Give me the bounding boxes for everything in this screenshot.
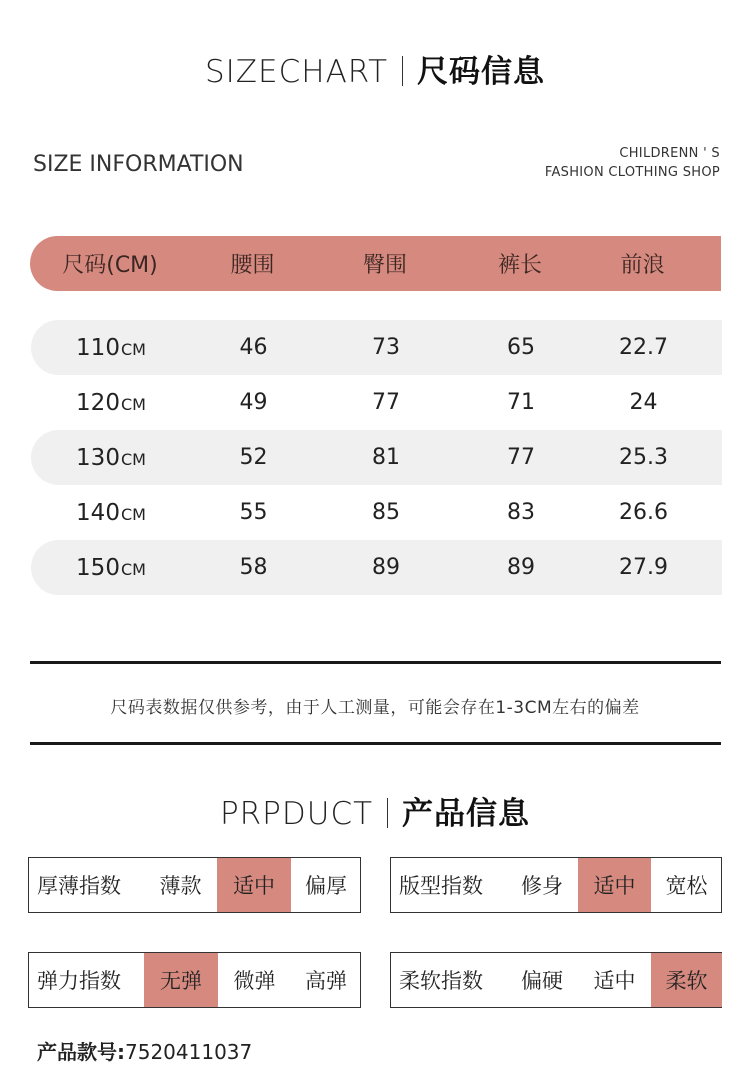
size-cell: 110 CM — [76, 334, 146, 361]
hip-cell: 77 — [372, 390, 400, 415]
size-cell: 150 CM — [76, 554, 146, 581]
product-title-zh: 产品信息 — [402, 796, 531, 832]
product-code-label: 产品款号: — [37, 1040, 125, 1064]
size-cell: 120 CM — [76, 389, 146, 416]
length-cell: 77 — [507, 445, 535, 470]
header-cell-front-rise: 前浪 — [620, 253, 665, 278]
product-title-en: PRPDUCT — [219, 796, 374, 832]
softness-index — [390, 952, 722, 1008]
index-option: 宽松 — [665, 874, 708, 898]
header-cell-size: 尺码(CM) — [62, 253, 158, 278]
header-cell-hip: 臀围 — [362, 253, 407, 278]
shop-tagline-line1: CHILDRENN ' S — [619, 146, 720, 161]
table-row — [31, 430, 722, 485]
header-cell-waist: 腰围 — [230, 253, 275, 278]
title-separator — [387, 798, 388, 828]
table-row — [31, 320, 722, 375]
waist-cell: 52 — [239, 445, 268, 470]
index-option-selected: 柔软 — [651, 953, 722, 1007]
index-option-selected: 无弹 — [144, 953, 218, 1007]
index-label: 弹力指数 — [37, 969, 121, 993]
product-code-value: 7520411037 — [125, 1040, 253, 1064]
size-cell: 130 CM — [76, 444, 146, 471]
hip-cell: 85 — [372, 500, 400, 525]
waist-cell: 46 — [239, 335, 268, 360]
measurement-note: 尺码表数据仅供参考，由于人工测量，可能会存在1-3CM左右的偏差 — [110, 698, 640, 718]
header-cell-length: 裤长 — [497, 253, 542, 278]
table-row — [31, 375, 722, 430]
table-row — [31, 540, 722, 595]
index-option-selected: 适中 — [217, 858, 291, 912]
shop-tagline — [545, 144, 720, 182]
front-rise-cell: 25.3 — [619, 445, 668, 470]
hip-cell: 89 — [372, 555, 400, 580]
index-label: 版型指数 — [399, 874, 483, 898]
thickness-index — [28, 857, 361, 913]
waist-cell: 58 — [239, 555, 268, 580]
index-option-selected: 适中 — [578, 858, 651, 912]
product-code — [37, 1036, 252, 1065]
front-rise-cell: 26.6 — [619, 500, 668, 525]
divider-top — [30, 661, 721, 664]
length-cell: 83 — [507, 500, 535, 525]
length-cell: 71 — [507, 390, 535, 415]
product-title — [0, 788, 750, 833]
length-cell: 89 — [507, 555, 535, 580]
table-row — [31, 485, 722, 540]
index-label: 柔软指数 — [399, 969, 483, 993]
hip-cell: 73 — [372, 335, 400, 360]
elasticity-index — [28, 952, 361, 1008]
waist-cell: 49 — [239, 390, 268, 415]
index-option: 薄款 — [159, 874, 202, 898]
sizechart-title-zh: 尺码信息 — [417, 54, 546, 90]
index-option: 修身 — [521, 874, 563, 898]
index-option: 适中 — [593, 969, 636, 993]
index-option: 微弹 — [233, 969, 276, 993]
divider-bottom — [30, 742, 721, 745]
sizechart-title-en: SIZECHART — [204, 54, 389, 90]
length-cell: 65 — [507, 335, 535, 360]
front-rise-cell: 22.7 — [619, 335, 668, 360]
size-table-header — [30, 236, 721, 291]
shop-tagline-line2: FASHION CLOTHING SHOP — [544, 165, 720, 180]
index-option: 偏硬 — [521, 969, 563, 993]
index-option: 高弹 — [305, 969, 347, 993]
waist-cell: 55 — [239, 500, 268, 525]
title-separator — [402, 56, 403, 86]
index-label: 厚薄指数 — [37, 874, 121, 898]
sizechart-title — [0, 46, 750, 91]
front-rise-cell: 27.9 — [619, 555, 668, 580]
front-rise-cell: 24 — [629, 390, 658, 415]
fit-index — [390, 857, 722, 913]
size-information-label: SIZE INFORMATION — [33, 152, 244, 177]
index-option: 偏厚 — [305, 874, 347, 898]
size-cell: 140 CM — [76, 499, 146, 526]
hip-cell: 81 — [372, 445, 400, 470]
